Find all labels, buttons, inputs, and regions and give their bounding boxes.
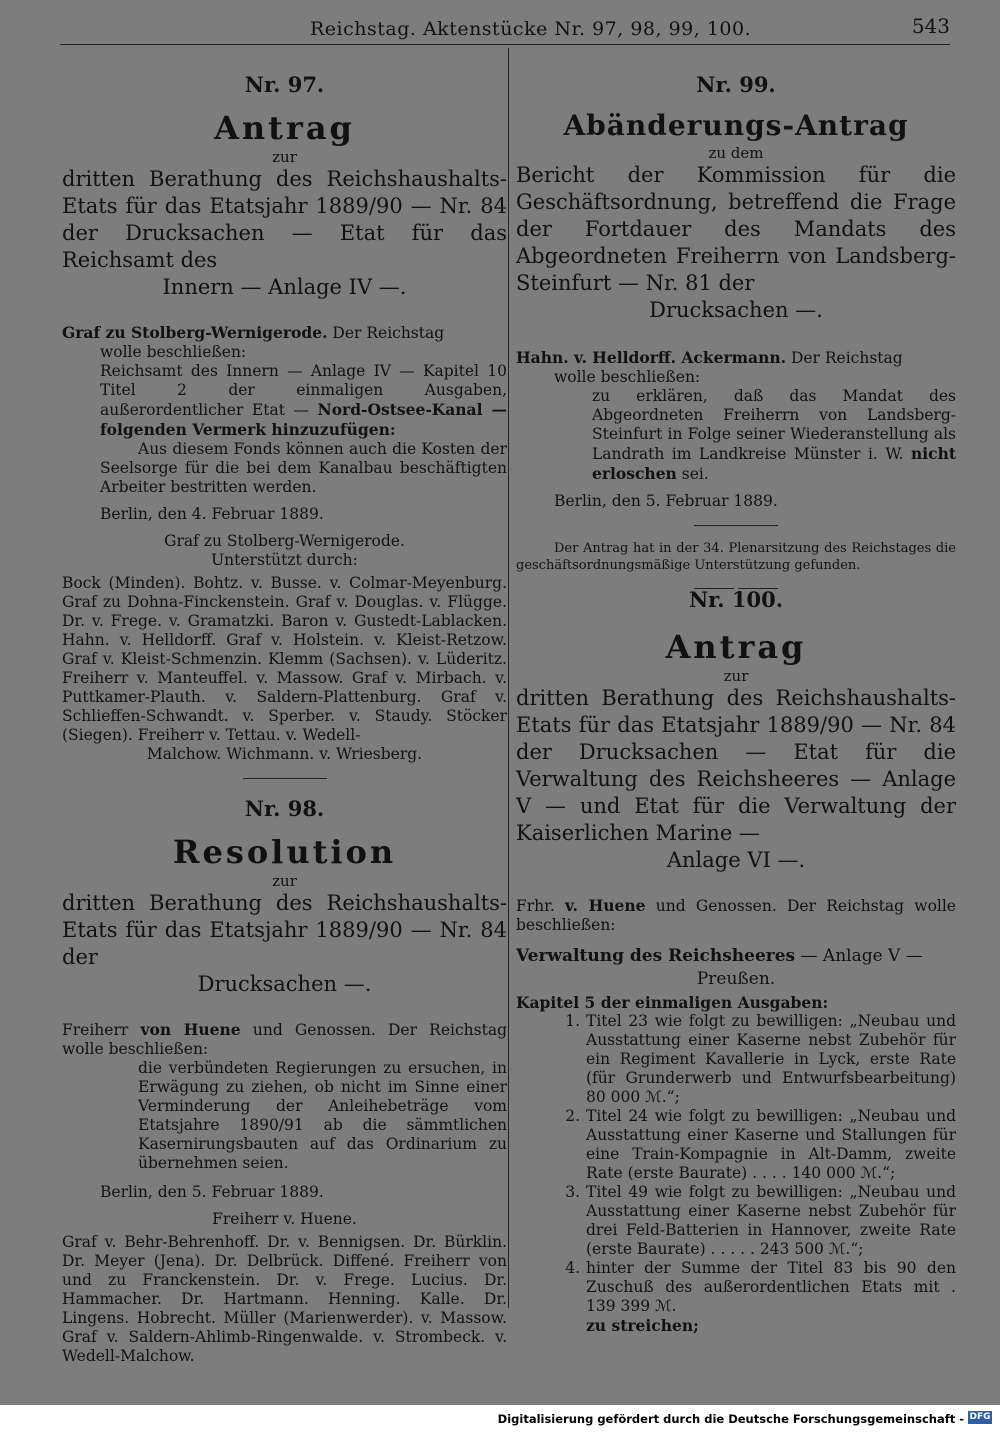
nr97-supporters-last: Malchow. Wichmann. v. Wriesberg. <box>146 745 423 764</box>
list-item <box>516 1316 956 1335</box>
item-text: Titel 23 wie folgt zu bewilligen: „Neubau und Ausstattung einer Kaserne nebst Zubehör für ein Regiment Kavallerie in Lyck, erste Rate (für Grunderwerb und Entwurfsbearbeitung) 80 000 ℳ.“; <box>586 1012 956 1107</box>
list-item <box>516 1107 956 1183</box>
nr97-mover: Graf zu Stolberg-Wernigerode. <box>62 323 328 343</box>
nr100-section-rest: — Anlage V — <box>795 946 923 967</box>
item-number: 1. <box>565 1012 580 1031</box>
nr100-title: Antrag <box>665 628 807 666</box>
dfg-logo: DFG <box>969 1412 991 1422</box>
nr97-body1 <box>62 362 507 440</box>
nr97-body2: Aus diesem Fonds können auch die Kosten der Seelsorge für die bei dem Kanalbau beschäftigten Arbeiter bestritten werden. <box>100 440 507 497</box>
nr99-mover-rest: Der Reichstag <box>786 348 903 367</box>
nr97-signature: Graf zu Stolberg-Wernigerode. <box>164 532 405 551</box>
item-number: 2. <box>565 1107 580 1126</box>
item-text: Titel 24 wie folgt zu bewilligen: „Neubau und Ausstattung einer Kaserne und Stallungen für eine Train-Kompagnie in Alt-Damm, zweite Rate (erste Baurate) . . . . 140 000 ℳ.“; <box>586 1107 956 1183</box>
nr100-mover-pre: Frhr. <box>516 897 566 916</box>
nr99-date: Berlin, den 5. Februar 1889. <box>554 491 778 510</box>
section-nr97 <box>62 72 507 793</box>
nr99-zur: zu dem <box>708 143 764 162</box>
nr97-date: Berlin, den 4. Februar 1889. <box>100 505 324 524</box>
nr97-body1-bold: Nord-Ostsee-Kanal — folgenden Vermerk hinzuzufügen: <box>100 400 507 440</box>
running-title: Reichstag. Aktenstücke Nr. 97, 98, 99, 100. <box>310 18 752 40</box>
nr97-mover-line <box>62 323 507 343</box>
nr97-subject-text: dritten Berathung des Reichshaushalts-Etats für das Etatsjahr 1889/90 — Nr. 84 der Drucksachen — Etat für das Reichsamt des <box>62 167 507 273</box>
nr98-signature: Freiherr v. Huene. <box>212 1210 357 1229</box>
item-number: 4. <box>565 1259 580 1278</box>
section-nr98 <box>62 796 507 1366</box>
nr98-mover: von Huene <box>140 1020 241 1040</box>
nr99-subject-last: Drucksachen —. <box>649 297 823 322</box>
item-text: Titel 49 wie folgt zu bewilligen: „Neubau und Ausstattung einer Kaserne nebst Zubehör für drei Feld-Batterien in Hannover, zweite Rate (erste Baurate) . . . . . 243 500 ℳ.“; <box>586 1183 956 1259</box>
nr98-title: Resolution <box>172 833 397 871</box>
nr97-number: Nr. 97. <box>244 72 325 97</box>
list-item <box>516 1259 956 1316</box>
nr100-section-bold: Verwaltung des Reichsheeres <box>516 946 796 967</box>
nr100-items <box>516 1012 956 1335</box>
nr98-subject <box>62 890 507 998</box>
nr100-subject-text: dritten Berathung des Reichshaushalts-Etats für das Etatsjahr 1889/90 — Nr. 84 der Drucksachen — Etat für die Verwaltung des Reichsheeres — Anlage V — und Etat für die Verwaltung der Kaiserlichen Marine — <box>516 686 956 846</box>
nr100-mover-line <box>516 896 956 935</box>
nr99-subject-text: Bericht der Kommission für die Geschäftsordnung, betreffend die Frage der Fortdauer des Mandats des Abgeordneten Freiherrn von Landsberg-Steinfurt — Nr. 81 der <box>516 162 956 295</box>
nr99-title: Abänderungs-Antrag <box>563 109 909 142</box>
nr100-zur: zur <box>723 667 749 686</box>
nr99-body <box>516 387 956 484</box>
nr97-subject-last: Innern — Anlage IV —. <box>162 275 407 300</box>
nr100-number: Nr. 100. <box>688 587 784 612</box>
footer-bar <box>0 1405 1000 1432</box>
nr99-body-end: sei. <box>676 464 709 483</box>
nr98-body: die verbündeten Regierungen zu ersuchen, in Erwägung zu ziehen, ob nicht im Sinne einer Verminderung der Anleihebeträge vom Etatsjahre 1890/91 ab die sämmtlichen Kasernirungsbauten auf das Ordinarium zu übernehmen seien. <box>138 1059 507 1173</box>
nr99-note: Der Antrag hat in der 34. Plenarsitzung des Reichstages die geschäftsordnungsmäßige Unterstützung gefunden. <box>516 540 956 573</box>
nr97-subject <box>62 166 507 301</box>
nr99-number: Nr. 99. <box>696 72 776 97</box>
item-text: hinter der Summe der Titel 83 bis 90 den Zuschuß des außerordentlichen Etats mit . 139 399 ℳ. <box>586 1259 956 1316</box>
nr98-supporters: Graf v. Behr-Behrenhoff. Dr. v. Bennigsen. Dr. Bürklin. Dr. Meyer (Jena). Dr. Delbrück. Diffené. Freiherr von und zu Franckenstein. Dr. v. Frege. Lucius. Dr. Hammacher. Dr. Hartmann. Henning. Kalle. Dr. Lingens. Hobrecht. Müller (Marienwerder). v. Massow. Graf v. Saldern-Ahlimb-Ringenwalde. v. Strombeck. v. Wedell-Malchow. <box>62 1233 507 1366</box>
nr99-resolve: wolle beschließen: <box>554 367 701 386</box>
nr100-section-line <box>516 947 956 966</box>
funding-notice: Digitalisierung gefördert durch die Deutsche Forschungsgemeinschaft - <box>497 1412 964 1426</box>
separator-rule <box>243 778 327 779</box>
nr97-title: Antrag <box>214 109 355 147</box>
nr99-subject <box>516 162 956 324</box>
nr99-body-bold: nicht erloschen <box>592 443 956 483</box>
list-item <box>516 1183 956 1259</box>
nr100-mover-rest: und Genossen. Der Reichstag wolle beschließen: <box>516 897 956 935</box>
list-item <box>516 1012 956 1107</box>
nr98-date: Berlin, den 5. Februar 1889. <box>100 1183 324 1202</box>
nr98-mover-line <box>62 1020 507 1059</box>
column-divider <box>508 48 509 1308</box>
nr97-supporters-text: Bock (Minden). Bohtz. v. Busse. v. Colmar-Meyenburg. Graf zu Dohna-Finckenstein. Graf v. Douglas. v. Flügge. Dr. v. Frege. v. Gramatzki. Baron v. Gustedt-Lablacken. Hahn. v. Helldorff. Graf v. Holstein. v. Kleist-Retzow. Graf v. Kleist-Schmenzin. Klemm (Sachsen). v. Lüderitz. Freiherr v. Manteuffel. v. Massow. Graf v. Mirbach. v. Puttkamer-Plauth. v. Saldern-Plattenburg. Graf v. Schlieffen-Schwandt. v. Sperber. v. Staudy. Stöcker (Siegen). Freiherr v. Tettau. v. Wedell- <box>62 574 507 745</box>
nr98-mover-rest: und Genossen. Der Reichstag wolle beschließen: <box>62 1021 507 1059</box>
nr97-supported: Unterstützt durch: <box>211 551 358 570</box>
nr99-mover-line <box>516 348 956 368</box>
nr97-zur: zur <box>272 148 297 167</box>
nr97-resolve: wolle beschließen: <box>100 343 247 362</box>
nr98-subject-last: Drucksachen —. <box>197 972 372 997</box>
nr99-body-text: zu erklären, daß das Mandat des Abgeordneten Freiherrn von Landsberg-Steinfurt in Folge seiner Wiederanstellung als Landrath im Landkreise Münster i. W. <box>592 386 956 463</box>
nr98-subject-text: dritten Berathung des Reichshaushalts-Etats für das Etatsjahr 1889/90 — Nr. 84 der <box>62 891 507 970</box>
nr98-number: Nr. 98. <box>244 796 325 821</box>
nr99-mover: Hahn. v. Helldorff. Ackermann. <box>516 347 787 367</box>
nr98-zur: zur <box>272 872 297 891</box>
item-number-spacer <box>516 1316 586 1335</box>
item4-bold: zu streichen; <box>586 1316 699 1336</box>
separator-rule <box>694 525 778 526</box>
item-number: 3. <box>565 1183 580 1202</box>
nr97-supporters <box>62 574 507 764</box>
nr97-mover-rest: Der Reichstag <box>327 324 445 343</box>
page-number: 543 <box>911 14 950 38</box>
nr100-mover: v. Huene <box>565 896 646 916</box>
nr98-mover-pre: Freiherr <box>62 1021 141 1040</box>
right-column <box>516 50 956 1405</box>
running-header <box>60 14 950 45</box>
nr97-body1-text: Reichsamt des Innern — Anlage IV — Kapitel 10 Titel 2 der einmaligen Ausgaben, außerordentlicher Etat — <box>100 362 507 420</box>
left-column <box>62 50 507 1405</box>
nr100-subject <box>516 685 956 874</box>
nr100-kapitel: Kapitel 5 der einmaligen Ausgaben: <box>516 993 829 1013</box>
section-nr99 <box>516 72 956 603</box>
nr100-subject-last: Anlage VI —. <box>666 848 806 873</box>
section-nr100 <box>516 587 956 1335</box>
nr100-prussia: Preußen. <box>696 969 776 990</box>
